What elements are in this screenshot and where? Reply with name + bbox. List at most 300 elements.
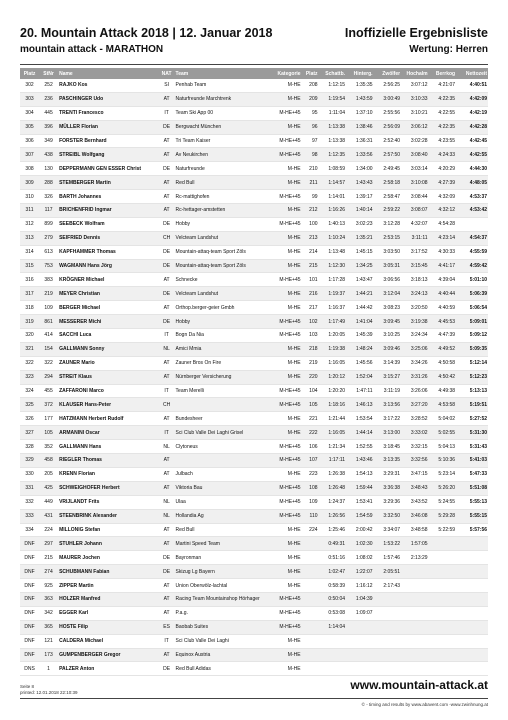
cell-name: BARTH Johannes	[58, 190, 159, 204]
cell-team: Velcteam Landshut	[175, 287, 270, 301]
cell-rank: DNS	[20, 662, 39, 676]
cell-team: Racing Team Mountainshop Hörhager	[175, 592, 270, 606]
cell-rank: 305	[20, 120, 39, 134]
cell-nat: DE	[159, 662, 175, 676]
cell-split-4: 3:11:11	[401, 231, 429, 245]
cell-split-3: 3:13:35	[374, 454, 402, 468]
cell-team: Sci Club Valle Dei Laghi	[175, 634, 270, 648]
cell-split-2: 3:02:23	[346, 217, 374, 231]
cell-category: M-HE+45	[270, 217, 302, 231]
cell-category: M-HE	[270, 412, 302, 426]
cell-nat: DE	[159, 245, 175, 259]
cell-name: STREIBL Wolfgang	[58, 148, 159, 162]
cell-split-4: 1:57:05	[401, 537, 429, 551]
cell-split-1: 1:12:35	[319, 148, 347, 162]
cell-net-time: 4:42:19	[456, 106, 488, 120]
cell-team: Bundesheer	[175, 412, 270, 426]
cell-nat: AT	[159, 467, 175, 481]
cell-net-time: 4:42:09	[456, 92, 488, 106]
cell-split-4: 3:48:58	[401, 523, 429, 537]
cell-nat: AT	[159, 204, 175, 218]
cell-net-time: 5:31:30	[456, 426, 488, 440]
cell-category: M-HE	[270, 204, 302, 218]
cell-split-2: 1:04:39	[346, 592, 374, 606]
cell-bib: 252	[39, 79, 58, 92]
cell-rank: 304	[20, 106, 39, 120]
cell-rank: 307	[20, 148, 39, 162]
cell-bib: 109	[39, 301, 58, 315]
cell-split-2: 1:39:17	[346, 190, 374, 204]
cell-split-4: 3:32:15	[401, 440, 429, 454]
event-title: 20. Mountain Attack 2018 | 12. Januar 2018	[20, 26, 273, 40]
cell-cat-rank: 102	[302, 315, 319, 329]
cell-bib: 215	[39, 551, 58, 565]
cell-split-2: 1:54:59	[346, 509, 374, 523]
cell-split-3: 2:53:15	[374, 231, 402, 245]
cell-split-1: 1:19:37	[319, 287, 347, 301]
cell-team: Bogn Da Nia	[175, 329, 270, 343]
cell-split-1: 1:26:38	[319, 467, 347, 481]
cell-split-3: 3:34:07	[374, 523, 402, 537]
cell-net-time: 4:42:28	[456, 120, 488, 134]
cell-nat: IT	[159, 106, 175, 120]
table-row	[20, 592, 488, 606]
result-status: Inoffizielle Ergebnisliste	[344, 26, 488, 40]
cell-category: M-HE	[270, 426, 302, 440]
cell-bib: 297	[39, 537, 58, 551]
cell-net-time: 4:54:37	[456, 231, 488, 245]
cell-rank: 317	[20, 287, 39, 301]
cell-team: Nürnberger Versicherung	[175, 370, 270, 384]
table-row	[20, 204, 488, 218]
cell-team: Rc-mattighofen	[175, 190, 270, 204]
cell-cat-rank: 220	[302, 370, 319, 384]
table-row	[20, 579, 488, 593]
cell-net-time: 5:31:43	[456, 440, 488, 454]
cell-bib: 383	[39, 273, 58, 287]
cell-nat: NL	[159, 509, 175, 523]
cell-nat: DE	[159, 162, 175, 176]
cell-split-4: 3:08:07	[401, 204, 429, 218]
cell-split-5: 4:27:39	[429, 176, 457, 190]
cell-bib: 274	[39, 565, 58, 579]
table-row	[20, 426, 488, 440]
cell-category: M-HE+45	[270, 454, 302, 468]
cell-net-time: 5:09:01	[456, 315, 488, 329]
cell-cat-rank	[302, 662, 319, 676]
cell-net-time: 5:06:54	[456, 301, 488, 315]
header-divider	[20, 64, 488, 65]
cell-split-4: 3:08:44	[401, 190, 429, 204]
table-row	[20, 648, 488, 662]
cell-rank: 315	[20, 259, 39, 273]
table-row	[20, 565, 488, 579]
column-header-cat-rank: Platz	[302, 68, 319, 79]
cell-name: GUMPENBERGER Gregor	[58, 648, 159, 662]
cell-nat: AT	[159, 370, 175, 384]
cell-category: M-HE	[270, 523, 302, 537]
table-row	[20, 481, 488, 495]
cell-split-4	[401, 620, 429, 634]
cell-category: M-HE	[270, 231, 302, 245]
table-row	[20, 217, 488, 231]
cell-team: Av Neukirchen	[175, 148, 270, 162]
cell-nat: NL	[159, 495, 175, 509]
cell-category: M-HE+45	[270, 509, 302, 523]
table-row	[20, 176, 488, 190]
cell-split-2: 1:35:21	[346, 231, 374, 245]
cell-split-3: 1:57:46	[374, 551, 402, 565]
cell-team	[175, 398, 270, 412]
cell-split-5	[429, 592, 457, 606]
cell-category: M-HE	[270, 79, 302, 92]
cell-split-5: 5:23:14	[429, 467, 457, 481]
cell-name: ZIPPER Martin	[58, 579, 159, 593]
cell-nat: AT	[159, 134, 175, 148]
cell-split-1: 1:14:04	[319, 620, 347, 634]
cell-rank: 322	[20, 356, 39, 370]
table-row	[20, 259, 488, 273]
cell-cat-rank	[302, 537, 319, 551]
cell-team: P.a.g.	[175, 606, 270, 620]
cell-split-1: 0:50:04	[319, 592, 347, 606]
cell-nat: DE	[159, 315, 175, 329]
cell-category: M-HE+45	[270, 481, 302, 495]
cell-cat-rank: 223	[302, 467, 319, 481]
column-header-team: Team	[175, 68, 270, 79]
cell-split-3	[374, 592, 402, 606]
cell-bib: 445	[39, 106, 58, 120]
cell-nat: AT	[159, 412, 175, 426]
cell-split-2: 1:40:14	[346, 204, 374, 218]
cell-category: M-HE	[270, 370, 302, 384]
cell-split-1: 1:20:05	[319, 329, 347, 343]
cell-rank: 323	[20, 370, 39, 384]
cell-name: STUHLER Johann	[58, 537, 159, 551]
results-table	[20, 68, 488, 676]
cell-split-5: 5:04:13	[429, 440, 457, 454]
cell-rank: DNF	[20, 606, 39, 620]
cell-team: Penhab Team	[175, 79, 270, 92]
cell-split-4: 3:27:20	[401, 398, 429, 412]
cell-split-5: 4:20:29	[429, 162, 457, 176]
cell-split-1: 1:17:49	[319, 315, 347, 329]
cell-nat: IT	[159, 329, 175, 343]
cell-cat-rank: 213	[302, 231, 319, 245]
cell-team	[175, 454, 270, 468]
cell-rank: DNF	[20, 634, 39, 648]
cell-bib: 121	[39, 634, 58, 648]
cell-name: HOLZER Manfred	[58, 592, 159, 606]
cell-split-2: 1:34:25	[346, 259, 374, 273]
cell-split-4: 3:43:52	[401, 495, 429, 509]
cell-category: M-HE	[270, 92, 302, 106]
cell-team: Baobab Suites	[175, 620, 270, 634]
cell-cat-rank	[302, 579, 319, 593]
website-link[interactable]: www.mountain-attack.at	[350, 678, 488, 692]
cell-split-5: 4:49:38	[429, 384, 457, 398]
cell-category: M-HE+45	[270, 134, 302, 148]
cell-split-4: 3:20:50	[401, 301, 429, 315]
cell-split-2: 1:52:04	[346, 370, 374, 384]
cell-rank: 312	[20, 217, 39, 231]
timing-credit: © - timing and results by www.abavent.com -www.zwinhnung.at	[361, 702, 488, 707]
cell-split-1: 1:17:28	[319, 273, 347, 287]
cell-name: GALLMANN Hans	[58, 440, 159, 454]
cell-split-5: 4:32:12	[429, 204, 457, 218]
cell-split-4: 3:48:43	[401, 481, 429, 495]
cell-team: Rc-hettager-amstetten	[175, 204, 270, 218]
cell-rank: 318	[20, 301, 39, 315]
table-row	[20, 329, 488, 343]
cell-cat-rank: 105	[302, 398, 319, 412]
cell-split-2: 1:52:55	[346, 440, 374, 454]
cell-net-time: 5:12:23	[456, 370, 488, 384]
cell-net-time	[456, 606, 488, 620]
table-row	[20, 495, 488, 509]
cell-split-5: 4:49:52	[429, 342, 457, 356]
cell-rank: 328	[20, 440, 39, 454]
cell-split-4: 3:31:26	[401, 370, 429, 384]
cell-split-1: 0:58:39	[319, 579, 347, 593]
cell-split-4: 3:32:56	[401, 454, 429, 468]
cell-rank: 311	[20, 204, 39, 218]
cell-split-5: 4:23:55	[429, 134, 457, 148]
cell-cat-rank	[302, 592, 319, 606]
cell-split-3: 3:12:28	[374, 217, 402, 231]
cell-rank: DNF	[20, 579, 39, 593]
cell-category: M-HE+45	[270, 620, 302, 634]
cell-split-1: 1:21:34	[319, 440, 347, 454]
cell-rank: 320	[20, 329, 39, 343]
cell-category: M-HE	[270, 662, 302, 676]
cell-name: DEPPERMANN GEN ESSER Christ	[58, 162, 159, 176]
cell-category: M-HE	[270, 467, 302, 481]
cell-name: RAJKO Kos	[58, 79, 159, 92]
column-header-split-2: Hinterg.	[346, 68, 374, 79]
cell-bib: 326	[39, 190, 58, 204]
cell-team: Hollandia Ag	[175, 509, 270, 523]
cell-team: Orthop.berger-geier Gmbh	[175, 301, 270, 315]
cell-cat-rank: 217	[302, 301, 319, 315]
cell-split-1: 1:16:26	[319, 204, 347, 218]
cell-bib: 349	[39, 134, 58, 148]
cell-category: M-HE+45	[270, 329, 302, 343]
cell-split-3: 3:32:50	[374, 509, 402, 523]
table-row	[20, 231, 488, 245]
cell-split-2: 1:48:24	[346, 342, 374, 356]
cell-name: WAGMANN Hans Jörg	[58, 259, 159, 273]
cell-bib: 322	[39, 356, 58, 370]
cell-rank: 319	[20, 315, 39, 329]
cell-team: Equinox Austria	[175, 648, 270, 662]
cell-category: M-HE	[270, 565, 302, 579]
cell-split-2: 1:35:35	[346, 79, 374, 92]
column-header-net-time: Nettozeit	[456, 68, 488, 79]
cell-split-1: 1:19:38	[319, 342, 347, 356]
cell-rank: 325	[20, 398, 39, 412]
cell-split-5: 4:22:55	[429, 106, 457, 120]
cell-nat: NL	[159, 342, 175, 356]
cell-name: SEEBECK Wolfram	[58, 217, 159, 231]
cell-split-1: 1:13:48	[319, 245, 347, 259]
cell-nat: AT	[159, 648, 175, 662]
cell-net-time: 5:57:56	[456, 523, 488, 537]
footer-info	[20, 684, 78, 696]
cell-name: VRIJLANDT Frits	[58, 495, 159, 509]
cell-net-time	[456, 648, 488, 662]
table-row	[20, 79, 488, 92]
cell-name: MESSERER Michi	[58, 315, 159, 329]
cell-split-1	[319, 648, 347, 662]
cell-split-3: 2:56:09	[374, 120, 402, 134]
column-header-rank: Platz	[20, 68, 39, 79]
cell-split-1: 1:10:24	[319, 231, 347, 245]
cell-split-4: 3:25:06	[401, 342, 429, 356]
cell-split-5: 4:39:04	[429, 273, 457, 287]
cell-nat: AT	[159, 579, 175, 593]
cell-name: BERGER Michael	[58, 301, 159, 315]
cell-split-5: 4:53:58	[429, 398, 457, 412]
cell-split-3: 3:09:45	[374, 315, 402, 329]
column-header-bib: StNr	[39, 68, 58, 79]
cell-split-4: 3:24:13	[401, 287, 429, 301]
cell-net-time	[456, 217, 488, 231]
cell-category: M-HE+45	[270, 315, 302, 329]
cell-nat: AT	[159, 301, 175, 315]
cell-split-2: 2:00:42	[346, 523, 374, 537]
cell-net-time: 5:01:10	[456, 273, 488, 287]
cell-rank: DNF	[20, 648, 39, 662]
cell-net-time: 4:40:51	[456, 79, 488, 92]
cell-split-5: 4:22:35	[429, 120, 457, 134]
cell-net-time: 5:55:13	[456, 495, 488, 509]
cell-split-3: 2:05:51	[374, 565, 402, 579]
cell-cat-rank	[302, 620, 319, 634]
cell-net-time	[456, 662, 488, 676]
cell-net-time	[456, 620, 488, 634]
cell-category: M-HE	[270, 162, 302, 176]
cell-bib: 365	[39, 620, 58, 634]
table-row	[20, 315, 488, 329]
cell-net-time: 5:55:15	[456, 509, 488, 523]
cell-split-5	[429, 579, 457, 593]
cell-split-2: 1:59:44	[346, 481, 374, 495]
cell-category: M-HE	[270, 342, 302, 356]
cell-cat-rank: 208	[302, 79, 319, 92]
cell-split-4: 3:24:34	[401, 329, 429, 343]
race-name: mountain attack - MARATHON	[20, 44, 164, 55]
cell-bib: 236	[39, 92, 58, 106]
cell-cat-rank	[302, 634, 319, 648]
cell-split-4	[401, 648, 429, 662]
cell-split-4: 3:28:52	[401, 412, 429, 426]
cell-bib: 219	[39, 287, 58, 301]
table-row	[20, 551, 488, 565]
cell-split-5: 5:22:59	[429, 523, 457, 537]
cell-rank: DNF	[20, 551, 39, 565]
cell-split-3: 2:49:45	[374, 162, 402, 176]
cell-nat: AT	[159, 606, 175, 620]
cell-cat-rank: 103	[302, 329, 319, 343]
cell-team: Team Merelli	[175, 384, 270, 398]
cell-nat: CH	[159, 231, 175, 245]
cell-name: KLAUSER Hans-Peter	[58, 398, 159, 412]
cell-category: M-HE+45	[270, 440, 302, 454]
cell-split-4: 3:10:33	[401, 92, 429, 106]
cell-split-5: 5:26:20	[429, 481, 457, 495]
cell-category: M-HE	[270, 259, 302, 273]
cell-team: Martini Speed Team	[175, 537, 270, 551]
cell-cat-rank: 100	[302, 217, 319, 231]
cell-nat: AT	[159, 481, 175, 495]
cell-split-4: 3:47:15	[401, 467, 429, 481]
cell-category: M-HE+45	[270, 606, 302, 620]
cell-cat-rank: 108	[302, 481, 319, 495]
table-body	[20, 79, 488, 676]
cell-name: FORSTER Bernhard	[58, 134, 159, 148]
cell-name: TRENTI Francesco	[58, 106, 159, 120]
cell-split-4: 3:18:13	[401, 273, 429, 287]
cell-split-5	[429, 537, 457, 551]
cell-split-2: 1:45:15	[346, 245, 374, 259]
cell-category: M-HE+45	[270, 592, 302, 606]
column-header-split-5: Berrkog	[429, 68, 457, 79]
cell-cat-rank: 109	[302, 495, 319, 509]
rating-category: Wertung: Herren	[409, 44, 488, 55]
cell-cat-rank: 222	[302, 426, 319, 440]
cell-split-2: 1:34:00	[346, 162, 374, 176]
column-header-category: Kategorie	[270, 68, 302, 79]
cell-split-3: 3:06:56	[374, 273, 402, 287]
cell-split-4: 3:07:12	[401, 79, 429, 92]
cell-name: BRICHENFRID Ingmar	[58, 204, 159, 218]
cell-net-time: 4:55:59	[456, 245, 488, 259]
cell-nat: DE	[159, 120, 175, 134]
cell-split-2: 1:53:41	[346, 495, 374, 509]
table-row	[20, 287, 488, 301]
cell-bib: 438	[39, 148, 58, 162]
cell-split-4	[401, 662, 429, 676]
cell-split-2	[346, 662, 374, 676]
cell-split-4: 3:46:08	[401, 509, 429, 523]
column-header-nat: NAT	[159, 68, 175, 79]
cell-split-1: 1:13:38	[319, 120, 347, 134]
cell-rank: 329	[20, 454, 39, 468]
cell-split-5	[429, 662, 457, 676]
cell-split-5: 5:29:28	[429, 509, 457, 523]
cell-rank: 308	[20, 162, 39, 176]
cell-name: STREIT Klaus	[58, 370, 159, 384]
cell-name: MAURER Jochen	[58, 551, 159, 565]
cell-cat-rank: 99	[302, 190, 319, 204]
cell-split-4: 3:02:28	[401, 134, 429, 148]
cell-net-time	[456, 537, 488, 551]
cell-name: CALDERA Michael	[58, 634, 159, 648]
cell-split-1	[319, 662, 347, 676]
cell-team: Naturfreunde	[175, 162, 270, 176]
cell-bib: 224	[39, 523, 58, 537]
cell-name: ZAUNER Mario	[58, 356, 159, 370]
cell-split-1: 1:25:46	[319, 523, 347, 537]
cell-cat-rank: 210	[302, 162, 319, 176]
cell-split-1: 0:49:31	[319, 537, 347, 551]
cell-split-3: 2:58:47	[374, 190, 402, 204]
cell-split-1: 1:26:48	[319, 481, 347, 495]
cell-category: M-HE+45	[270, 106, 302, 120]
cell-split-5: 4:23:14	[429, 231, 457, 245]
cell-split-1: 1:13:38	[319, 134, 347, 148]
